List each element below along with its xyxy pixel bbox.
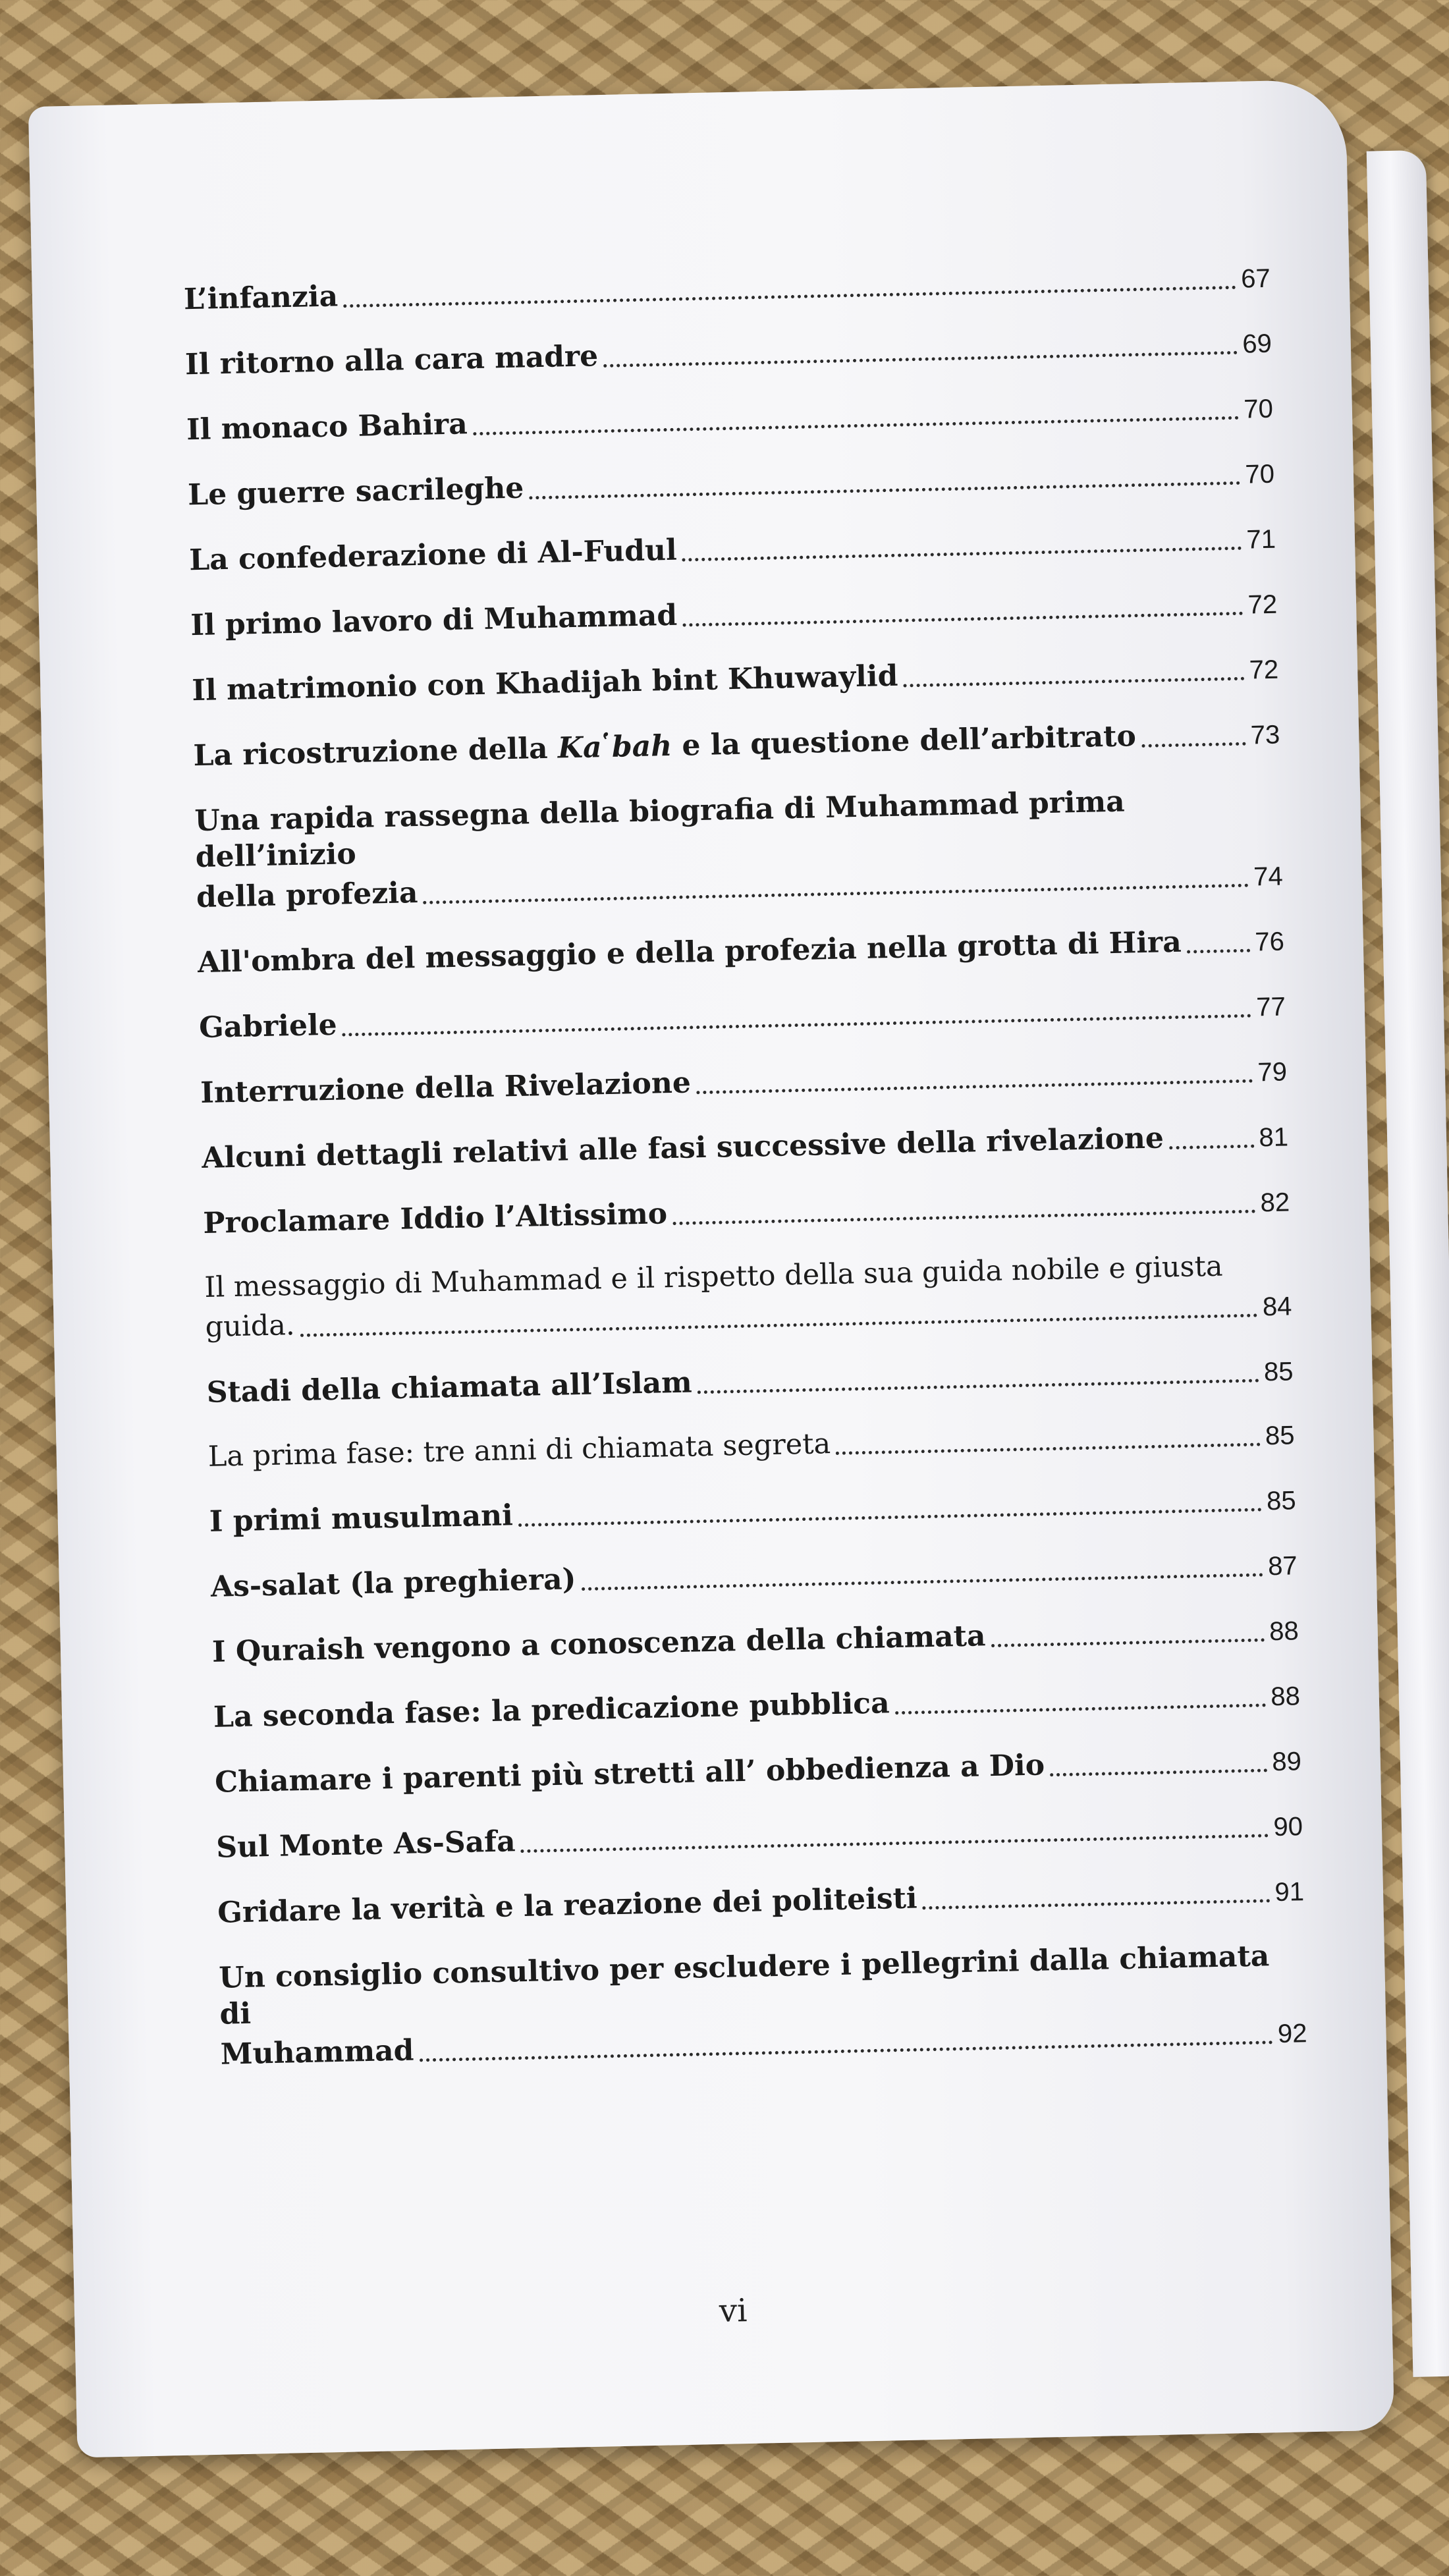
dot-leader xyxy=(521,1834,1269,1853)
dot-leader xyxy=(895,1704,1266,1715)
toc-title: Il matrimonio con Khadijah bint Khuwaylid xyxy=(191,659,898,708)
toc-title: La seconda fase: la predicazione pubblica xyxy=(213,1686,890,1735)
toc-page-number: 81 xyxy=(1259,1122,1289,1153)
toc-entry xyxy=(189,520,1276,579)
toc-entry-message xyxy=(204,1247,1292,1345)
toc-page-number: 70 xyxy=(1244,459,1275,489)
dot-leader xyxy=(1169,1145,1254,1150)
toc-entry-kaaba xyxy=(193,715,1280,775)
toc-page-number: 72 xyxy=(1247,589,1278,620)
toc-page-number: 85 xyxy=(1263,1356,1294,1386)
dot-leader xyxy=(530,481,1240,500)
dot-leader xyxy=(697,1379,1259,1394)
toc-page-number: 72 xyxy=(1249,655,1279,685)
toc-entry xyxy=(207,1417,1295,1475)
toc-page-number: 77 xyxy=(1255,992,1286,1022)
toc-entry xyxy=(213,1677,1301,1736)
toc-page-number: 85 xyxy=(1265,1421,1295,1451)
toc-title: Il ritorno alla cara madre xyxy=(184,339,599,382)
toc-entry xyxy=(185,324,1272,383)
dot-leader xyxy=(473,416,1239,435)
toc-page-number: 92 xyxy=(1277,2019,1307,2049)
toc-entry xyxy=(200,1052,1288,1111)
toc-page-number: 87 xyxy=(1267,1551,1298,1581)
toc-title: Alcuni dettagli relativi alle fasi successive della rivelazione xyxy=(201,1121,1164,1175)
page-folio: vi xyxy=(719,2292,748,2330)
toc-title: L’infanzia xyxy=(183,279,339,317)
dot-leader xyxy=(682,612,1243,627)
dot-leader xyxy=(991,1639,1265,1648)
toc-entry xyxy=(215,1741,1302,1801)
toc-page-number: 84 xyxy=(1262,1291,1292,1321)
toc-page-number: 71 xyxy=(1246,524,1276,555)
toc-title-before: La ricostruzione della xyxy=(193,731,559,773)
toc-page-number: 76 xyxy=(1254,927,1285,957)
toc-page-number: 91 xyxy=(1274,1877,1305,1907)
dot-leader xyxy=(682,547,1242,562)
dot-leader xyxy=(582,1574,1263,1591)
toc-title: All'ombra del messaggio e della profezia nella grotta di Hira xyxy=(197,925,1182,980)
toc-page-number: 70 xyxy=(1243,394,1274,424)
toc-page-number: 67 xyxy=(1240,263,1271,294)
toc-page-number: 88 xyxy=(1269,1616,1299,1647)
toc-title-italic: Ka ̔bah xyxy=(557,728,672,765)
dot-leader xyxy=(420,2041,1273,2062)
dot-leader xyxy=(923,1900,1270,1910)
toc-title: Il monaco Bahira xyxy=(186,407,468,447)
toc-title: I Quraish vengono a conoscenza della chiamata xyxy=(211,1619,986,1670)
toc-title: Le guerre sacrileghe xyxy=(187,471,524,512)
dot-leader xyxy=(343,286,1236,308)
toc-entry xyxy=(206,1352,1294,1411)
toc-title-line1: Il messaggio di Muhammad e il rispetto della sua guida nobile e giusta xyxy=(204,1249,1223,1304)
toc-title: I primi musulmani xyxy=(209,1498,514,1539)
toc-title-line2: della profezia xyxy=(196,876,418,915)
toc-entry xyxy=(217,1872,1305,1931)
toc-entry xyxy=(183,259,1271,318)
toc-entry xyxy=(198,922,1285,981)
dot-leader xyxy=(342,1014,1251,1037)
dot-leader xyxy=(603,351,1237,368)
dot-leader xyxy=(518,1508,1261,1527)
toc-title: Sul Monte As-Safa xyxy=(215,1824,516,1865)
toc-title xyxy=(193,718,1136,774)
toc-page-number: 85 xyxy=(1266,1486,1297,1516)
book-page xyxy=(28,79,1394,2457)
toc-page-number: 79 xyxy=(1257,1057,1288,1087)
toc-title-line1: Una rapida rassegna della biografia di Muhammad prima dell’inizio xyxy=(194,784,1126,875)
toc-page-number: 90 xyxy=(1273,1812,1303,1842)
toc-entry xyxy=(211,1612,1299,1671)
toc-title: La confederazione di Al-Fudul xyxy=(188,533,678,578)
toc-title: Il primo lavoro di Muhammad xyxy=(190,598,678,643)
toc-entry xyxy=(192,650,1279,709)
toc-entry-biography xyxy=(194,781,1283,916)
toc-title: As-salat (la preghiera) xyxy=(210,1562,576,1604)
toc-title: Proclamare Iddio l’Altissimo xyxy=(202,1197,668,1240)
dot-leader xyxy=(836,1443,1260,1455)
book xyxy=(28,78,1447,2458)
toc-entry xyxy=(209,1481,1296,1541)
toc-entry xyxy=(199,987,1286,1046)
toc-page-number: 82 xyxy=(1260,1188,1290,1218)
dot-leader xyxy=(1141,742,1245,748)
dot-leader xyxy=(300,1313,1257,1336)
dot-leader xyxy=(424,884,1249,904)
toc-page-number: 88 xyxy=(1270,1682,1301,1712)
toc-title: Gridare la verità e la reazione dei politeisti xyxy=(217,1881,918,1930)
toc-entry xyxy=(202,1117,1289,1176)
dot-leader xyxy=(1187,949,1250,954)
toc-entry xyxy=(210,1547,1298,1606)
toc-title: Stadi della chiamata all’Islam xyxy=(206,1365,693,1410)
toc-title: Chiamare i parenti più stretti all’ obbedienza a Dio xyxy=(214,1748,1045,1800)
toc-page-number: 74 xyxy=(1253,862,1284,892)
dot-leader xyxy=(696,1080,1253,1095)
toc-page-number: 89 xyxy=(1271,1747,1302,1777)
toc-title: Interruzione della Rivelazione xyxy=(200,1066,692,1110)
dot-leader xyxy=(672,1210,1255,1226)
table-of-contents xyxy=(183,259,1308,2102)
toc-entry xyxy=(216,1807,1303,1866)
toc-title: La prima fase: tre anni di chiamata segreta xyxy=(207,1427,831,1473)
toc-entry-council xyxy=(219,1937,1307,2073)
toc-page-number: 73 xyxy=(1250,720,1280,750)
toc-page-number: 69 xyxy=(1242,329,1272,359)
dot-leader xyxy=(1050,1769,1267,1777)
dot-leader xyxy=(904,677,1244,688)
toc-title-line2: guida. xyxy=(205,1308,296,1344)
toc-title-line1: Un consiglio consultivo per escludere i pellegrini dalla chiamata di xyxy=(218,1939,1270,2031)
toc-title: Gabriele xyxy=(198,1008,338,1045)
toc-entry xyxy=(186,389,1274,449)
toc-title-after: e la questione dell’arbitrato xyxy=(671,719,1137,763)
toc-title-line2: Muhammad xyxy=(220,2033,414,2071)
toc-entry xyxy=(188,454,1275,514)
toc-entry xyxy=(203,1182,1290,1242)
toc-entry xyxy=(190,585,1278,644)
